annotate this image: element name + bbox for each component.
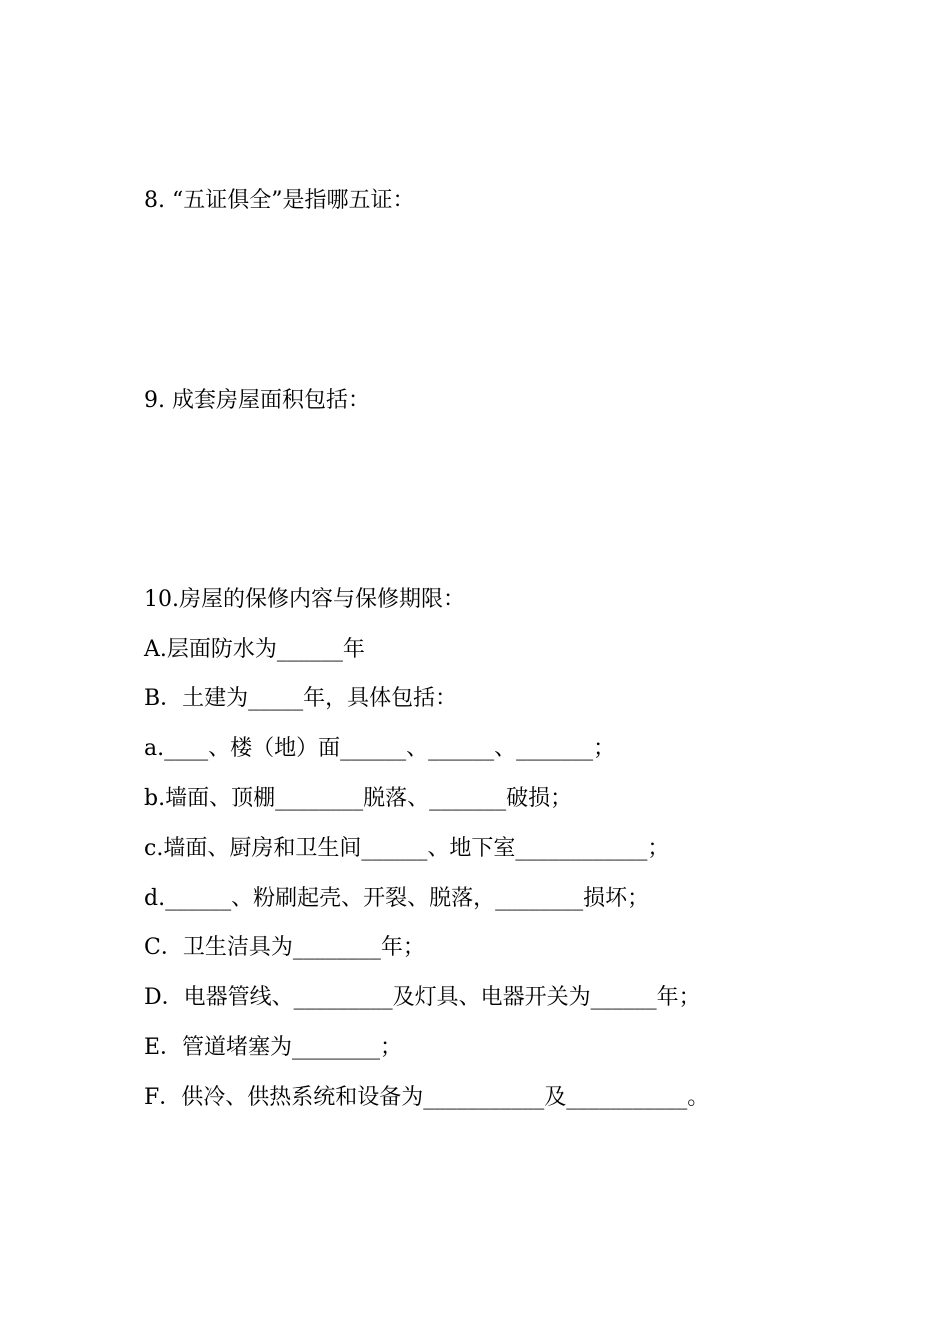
item-civil-works: B．土建为_____年，具体包括： <box>144 686 458 711</box>
subitem-c: c.墙面、厨房和卫生间______、地下室____________； <box>144 836 670 861</box>
subitem-d: d.______、粉刷起壳、开裂、脱落，________损坏； <box>144 886 650 911</box>
item-sanitary-fixtures: C．卫生洁具为________年； <box>144 935 425 960</box>
question-9: 9. 成套房屋面积包括： <box>144 388 370 413</box>
subitem-b: b.墙面、顶棚________脱落、_______破损； <box>144 786 573 811</box>
question-8: 8. “五证俱全”是指哪五证： <box>144 188 415 213</box>
question-10-title: 10.房屋的保修内容与保修期限： <box>144 587 465 612</box>
subitem-a: a.____、楼（地）面______、______、_______； <box>144 736 616 761</box>
item-hvac: F．供冷、供热系统和设备为___________及___________。 <box>144 1085 710 1110</box>
item-pipe-blockage: E．管道堵塞为________； <box>144 1035 403 1060</box>
item-electrical: D．电器管线、_________及灯具、电器开关为______年； <box>144 985 701 1010</box>
item-roof-waterproofing: A.层面防水为______年 <box>144 637 365 662</box>
